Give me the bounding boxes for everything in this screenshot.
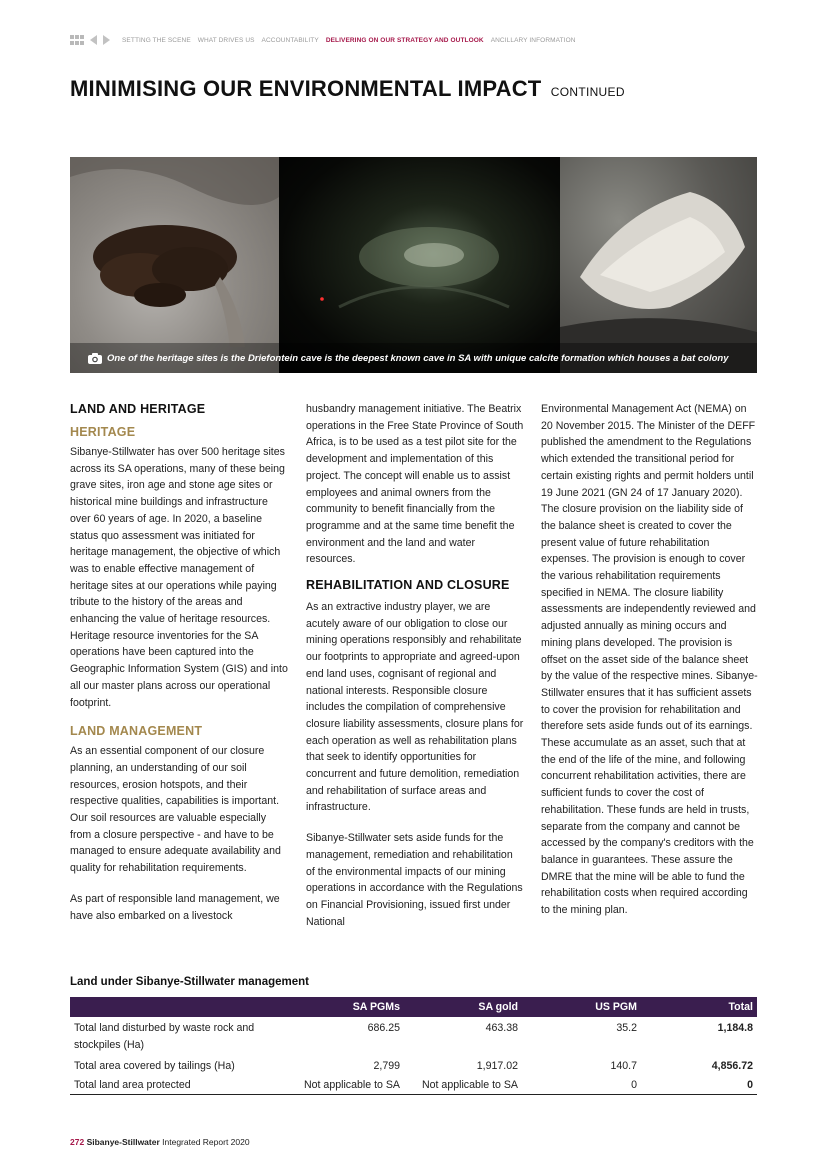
land-management-paragraph-1: As an essential component of our closure planning, an understanding of our soil resources, erosion hotspots, and their respective qualities, capabilities is important. Our soil resources are valuable especially from a closure perspective - and have to be managed to ensure adequate availability and quality for rehabilitation requirements. <box>70 745 281 875</box>
cell-sa-gold: 1,917.02 <box>476 1060 518 1072</box>
nav-link-what-drives-us[interactable]: WHAT DRIVES US <box>197 36 255 44</box>
column-2 <box>306 401 524 930</box>
land-management-heading: LAND MANAGEMENT <box>70 724 203 739</box>
table-header-row <box>70 997 757 1017</box>
livestock-paragraph: husbandry management initiative. The Beatrix operations in the Free State Province of South Africa, is to be used as a test pilot site for the development and implementation of this project. The concept will enable us to assist employees and animal owners from the community to benefit financially from the programme and at the same time benefit the environment and the land and water resources. <box>306 403 524 566</box>
page-title <box>70 76 625 102</box>
header-label <box>70 997 284 1017</box>
cell-sa-pgms: 2,799 <box>373 1060 400 1072</box>
land-management-paragraph-2: As part of responsible land management, we have also embarked on a livestock <box>70 892 280 922</box>
grid-menu-icon[interactable] <box>70 35 84 45</box>
header-total: Total <box>728 1001 753 1013</box>
header-sa-pgms: SA PGMs <box>352 1001 400 1013</box>
column-1 <box>70 401 288 924</box>
image-caption <box>70 343 757 373</box>
cell-sa-pgms: Not applicable to SA <box>284 1076 404 1095</box>
footer-report-name: Integrated Report 2020 <box>162 1137 250 1147</box>
caption-text: One of the heritage sites is the Driefontein cave is the deepest known cave in SA with unique calcite formation which houses a bat colony <box>107 352 729 364</box>
bat-colony-photo <box>70 157 279 373</box>
footer-brand: Sibanye-Stillwater <box>86 1137 160 1147</box>
row-label: Total land area protected <box>70 1076 284 1095</box>
hero-image <box>70 157 757 373</box>
table-row <box>70 1076 757 1095</box>
heritage-heading: HERITAGE <box>70 425 136 439</box>
rehabilitation-paragraph-2: Sibanye-Stillwater sets aside funds for the management, remediation and rehabilitation of the environmental impacts of our mining operations in accordance with the Regulations on Financial Provisioning, issued first under National <box>306 832 523 928</box>
camera-icon <box>88 353 102 364</box>
table-row <box>70 1054 757 1076</box>
nema-paragraph: Environmental Management Act (NEMA) on 20 November 2015. The Minister of the DEFF published the amendment to the Regulations which extended the transitional period for certain existing rights and permit holders until 19 June 2021 (GN 24 of 17 January 2020). The closure provision on the liability side of the balance sheet is created to cover the present value of future rehabilitation expenses. The provision is enough to cover the various rehabilitation requirements specified in NEMA. The closure liability assessments are independently reviewed and adjusted annually as mining occurs and mining plans developed. The provision is offset on the asset side of the balance sheet by the value of the respective mines. Sibanye-Stillwater ensures that it has sufficient assets to cover the provision for rehabilitation and therefore sets aside funds out of its earnings. These accumulate as an asset, such that at the end of the life of the mine, and following concurrent rehabilitation activities, there are sufficient funds to cover the cost of rehabilitation. These funds are held in trusts, separate from the company and cannot be accessed by the company's creditors with the balance in guarantees. These assure the DMRE that the mine will be able to fund the rehabilitation costs when required according to the mining plan. <box>541 403 758 917</box>
row-label: Total area covered by tailings (Ha) <box>74 1060 235 1072</box>
nav-link-accountability[interactable]: ACCOUNTABILITY <box>261 36 319 44</box>
cell-total: 1,184.8 <box>717 1022 753 1034</box>
heritage-paragraph: Sibanye-Stillwater has over 500 heritage sites across its SA operations, many of these being grave sites, iron age and stone age sites or historical mine buildings and infrastructure over 60 years of age. In 2020, a baseline status quo assessment was initiated for heritage management, the objective of which was to enable effective management of heritage sites at our operations while paying tribute to the history of the areas and enhancing the value of heritage resources. Heritage resource inventories for the SA operations have been captured into the Geographic Information System (GIS) and into all our master plans across our operational footprint. <box>70 446 288 709</box>
cell-us-pgm: 35.2 <box>616 1022 637 1034</box>
table-title: Land under Sibanye-Stillwater management <box>70 976 309 988</box>
cell-us-pgm: 140.7 <box>610 1060 637 1072</box>
cell-sa-gold: Not applicable to SA <box>404 1076 522 1095</box>
next-page-icon[interactable] <box>103 35 110 45</box>
cell-sa-gold: 463.38 <box>485 1022 518 1034</box>
calcite-formation-photo <box>560 157 757 373</box>
section-links <box>122 37 576 44</box>
cave-interior-photo <box>279 157 560 373</box>
header-us-pgm: US PGM <box>595 1001 637 1013</box>
nav-link-ancillary-information[interactable]: ANCILLARY INFORMATION <box>490 36 576 44</box>
cell-sa-pgms: 686.25 <box>367 1022 400 1034</box>
rehabilitation-paragraph-1: As an extractive industry player, we are acutely aware of our obligation to close our mining operations responsibly and rehabilitate our footprints to appropriate and agreed-upon end land uses, cognisant of regional and national interests. Responsible closure includes the compilation of comprehensive closure liability assessments, closure plans for each operation as well as rehabilitation plans that seek to identify opportunities for concurrent and future demolition, remediation and rehabilitation of surface areas and infrastructure. <box>306 601 524 814</box>
nav-link-setting-the-scene[interactable]: SETTING THE SCENE <box>122 36 191 44</box>
land-management-table <box>70 997 757 1095</box>
page-footer <box>70 1137 250 1147</box>
column-3 <box>541 401 759 919</box>
previous-page-icon[interactable] <box>90 35 97 45</box>
cell-total: 0 <box>641 1076 757 1095</box>
rehabilitation-heading: REHABILITATION AND CLOSURE <box>306 578 510 593</box>
page-number: 272 <box>70 1137 85 1147</box>
top-navigation <box>70 33 576 47</box>
header-sa-gold: SA gold <box>478 1001 518 1013</box>
cell-us-pgm: 0 <box>522 1076 641 1095</box>
nav-link-delivering-on-strategy[interactable]: DELIVERING ON OUR STRATEGY AND OUTLOOK <box>325 36 484 44</box>
cell-total: 4,856.72 <box>711 1060 753 1072</box>
page-title-main: MINIMISING OUR ENVIRONMENTAL IMPACT <box>70 76 542 101</box>
row-label: Total land disturbed by waste rock and stockpiles (Ha) <box>74 1022 255 1051</box>
page-title-continued: CONTINUED <box>550 85 625 99</box>
land-and-heritage-heading: LAND AND HERITAGE <box>70 402 206 416</box>
table-row <box>70 1017 757 1054</box>
